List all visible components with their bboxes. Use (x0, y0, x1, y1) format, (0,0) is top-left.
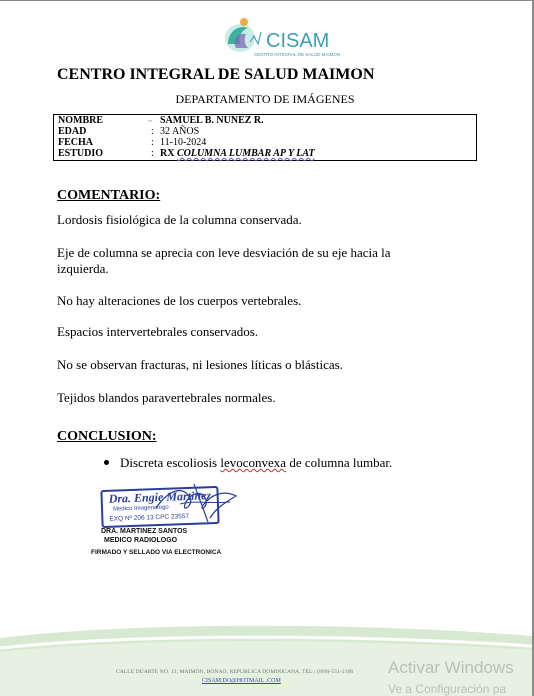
study-label: ESTUDIO (58, 148, 104, 159)
study-prefix: RX (160, 148, 175, 159)
signature-note: FIRMADO Y SELLADO VIA ELECTRONICA (91, 549, 222, 556)
logo-subtitle: CENTRO INTEGRAL DE SALUD MAIMON (254, 52, 341, 57)
signer-role: MEDICO RADIOLOGO (104, 537, 178, 544)
comment-paragraph: Eje de columna se aprecia con leve desviación de su eje hacia la izquierda. (57, 245, 391, 276)
footer-email-link[interactable]: CISAM.DO@HOTMAIL .COM (202, 678, 281, 684)
date-label: FECHA (58, 137, 93, 148)
age-label: EDAD (58, 126, 87, 137)
page-top-edge (0, 0, 534, 1)
logo-wordmark: CISAM (266, 30, 330, 52)
conclusion-text-end: de columna lumbar. (286, 455, 393, 470)
comment-paragraph: Tejidos blandos paravertebrales normales. (57, 390, 276, 405)
name-value: SAMUEL B. NUNEZ R. (160, 115, 264, 126)
footer-address: CALLE DUARTE NO. 13, MAIMÓN, BONAO, REPUBLICA DOMINICANA, TEL.: (809)-551-2106 (116, 669, 354, 675)
clinic-title: CENTRO INTEGRAL DE SALUD MAIMON (57, 66, 375, 83)
comment-paragraph: No hay alteraciones de los cuerpos vertebrales. (57, 293, 302, 308)
conclusion-text-start: Discreta escoliosis (120, 455, 221, 470)
bullet-dot-icon (104, 460, 109, 465)
spellcheck-flagged-word: levoconvexa (220, 455, 287, 470)
department-name (0, 92, 534, 107)
study-value (160, 148, 315, 159)
age-colon: : (151, 126, 154, 137)
conclusion-heading: CONCLUSION: (57, 429, 157, 444)
comment-paragraph: No se observan fracturas, ni lesiones líticas o blásticas. (57, 357, 343, 372)
comment-paragraph: Espacios intervertebrales conservados. (57, 324, 259, 339)
cisam-logo (214, 14, 341, 60)
age-value: 32 AÑOS (160, 126, 200, 137)
study-colon: : (151, 148, 154, 159)
activate-windows-watermark: Activar Windows (388, 658, 514, 677)
signer-name: DRA. MARTINEZ SANTOS (101, 528, 188, 535)
stamp-doctor-name: Dra. Engie Martinez (108, 488, 212, 506)
tiny-mark-icon: ᵤᵤ (148, 117, 152, 123)
date-value: 11-10-2024 (160, 137, 207, 148)
name-label: NOMBRE (58, 115, 103, 126)
comment-paragraph: Lordosis fisiológica de la columna conservada. (57, 212, 302, 227)
department-label: DEPARTAMENTO DE IMÁGENES (175, 92, 355, 106)
stamp-exequatur: EXQ Nº 206 13 CPC 23557 (109, 512, 190, 523)
study-name: COLUMNA LUMBAR AP Y LAT (176, 148, 315, 159)
comentario-heading: COMENTARIO: (57, 188, 161, 203)
date-colon: : (151, 137, 154, 148)
handwritten-signature (150, 478, 242, 524)
conclusion-text (120, 455, 392, 471)
patient-info-box (53, 114, 477, 161)
activate-windows-subtext: Ve a Configuración pa (388, 682, 507, 696)
stamp-role: Medico Imagenologo (112, 504, 169, 513)
